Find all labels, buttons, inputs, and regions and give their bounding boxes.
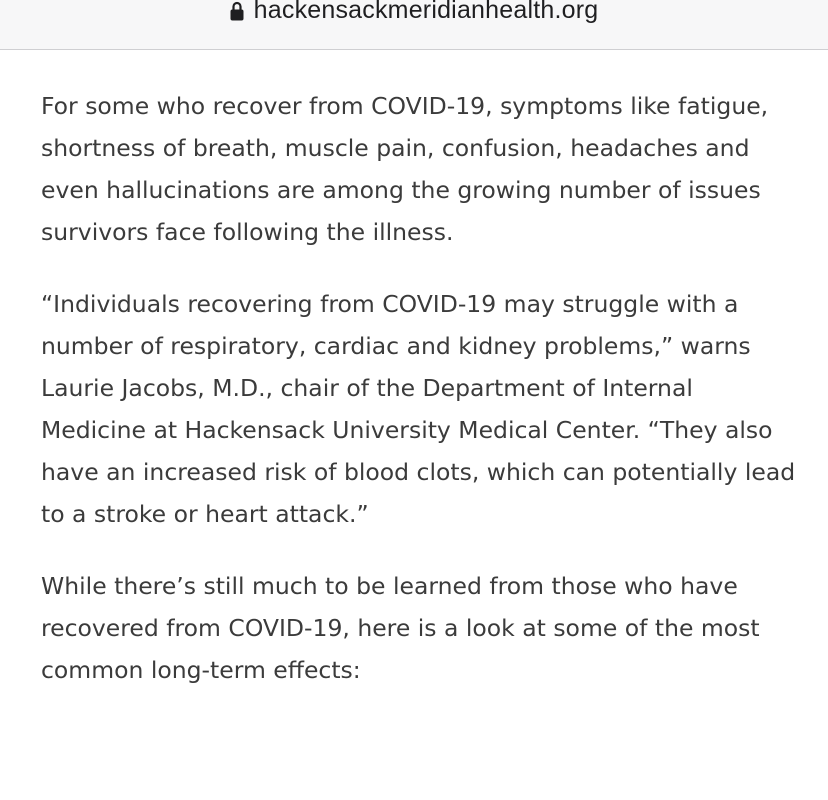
address-bar[interactable] [0, 0, 828, 50]
article-paragraph-3: While there’s still much to be learned from those who have recovered from COVID-19, here is a look at some of the most common long-term effects: [41, 572, 760, 684]
url-text[interactable]: hackensackmeridianhealth.org [253, 0, 599, 24]
article-paragraph-2: “Individuals recovering from COVID-19 may struggle with a number of respiratory, cardiac and kidney problems,” warns Laurie Jacobs, M.D., chair of the Department of Internal Medicine at Hackensack University Medical Center. “They also have an increased risk of blood clots, which can potentially lead to a stroke or heart attack.” [41, 290, 796, 528]
article-body [41, 85, 801, 721]
url-display[interactable] [230, 0, 599, 25]
article-paragraph-1: For some who recover from COVID-19, symptoms like fatigue, shortness of breath, muscle pain, confusion, headaches and even hallucinations are among the growing number of issues survivors face following the illness. [41, 92, 769, 246]
lock-icon [230, 0, 244, 22]
